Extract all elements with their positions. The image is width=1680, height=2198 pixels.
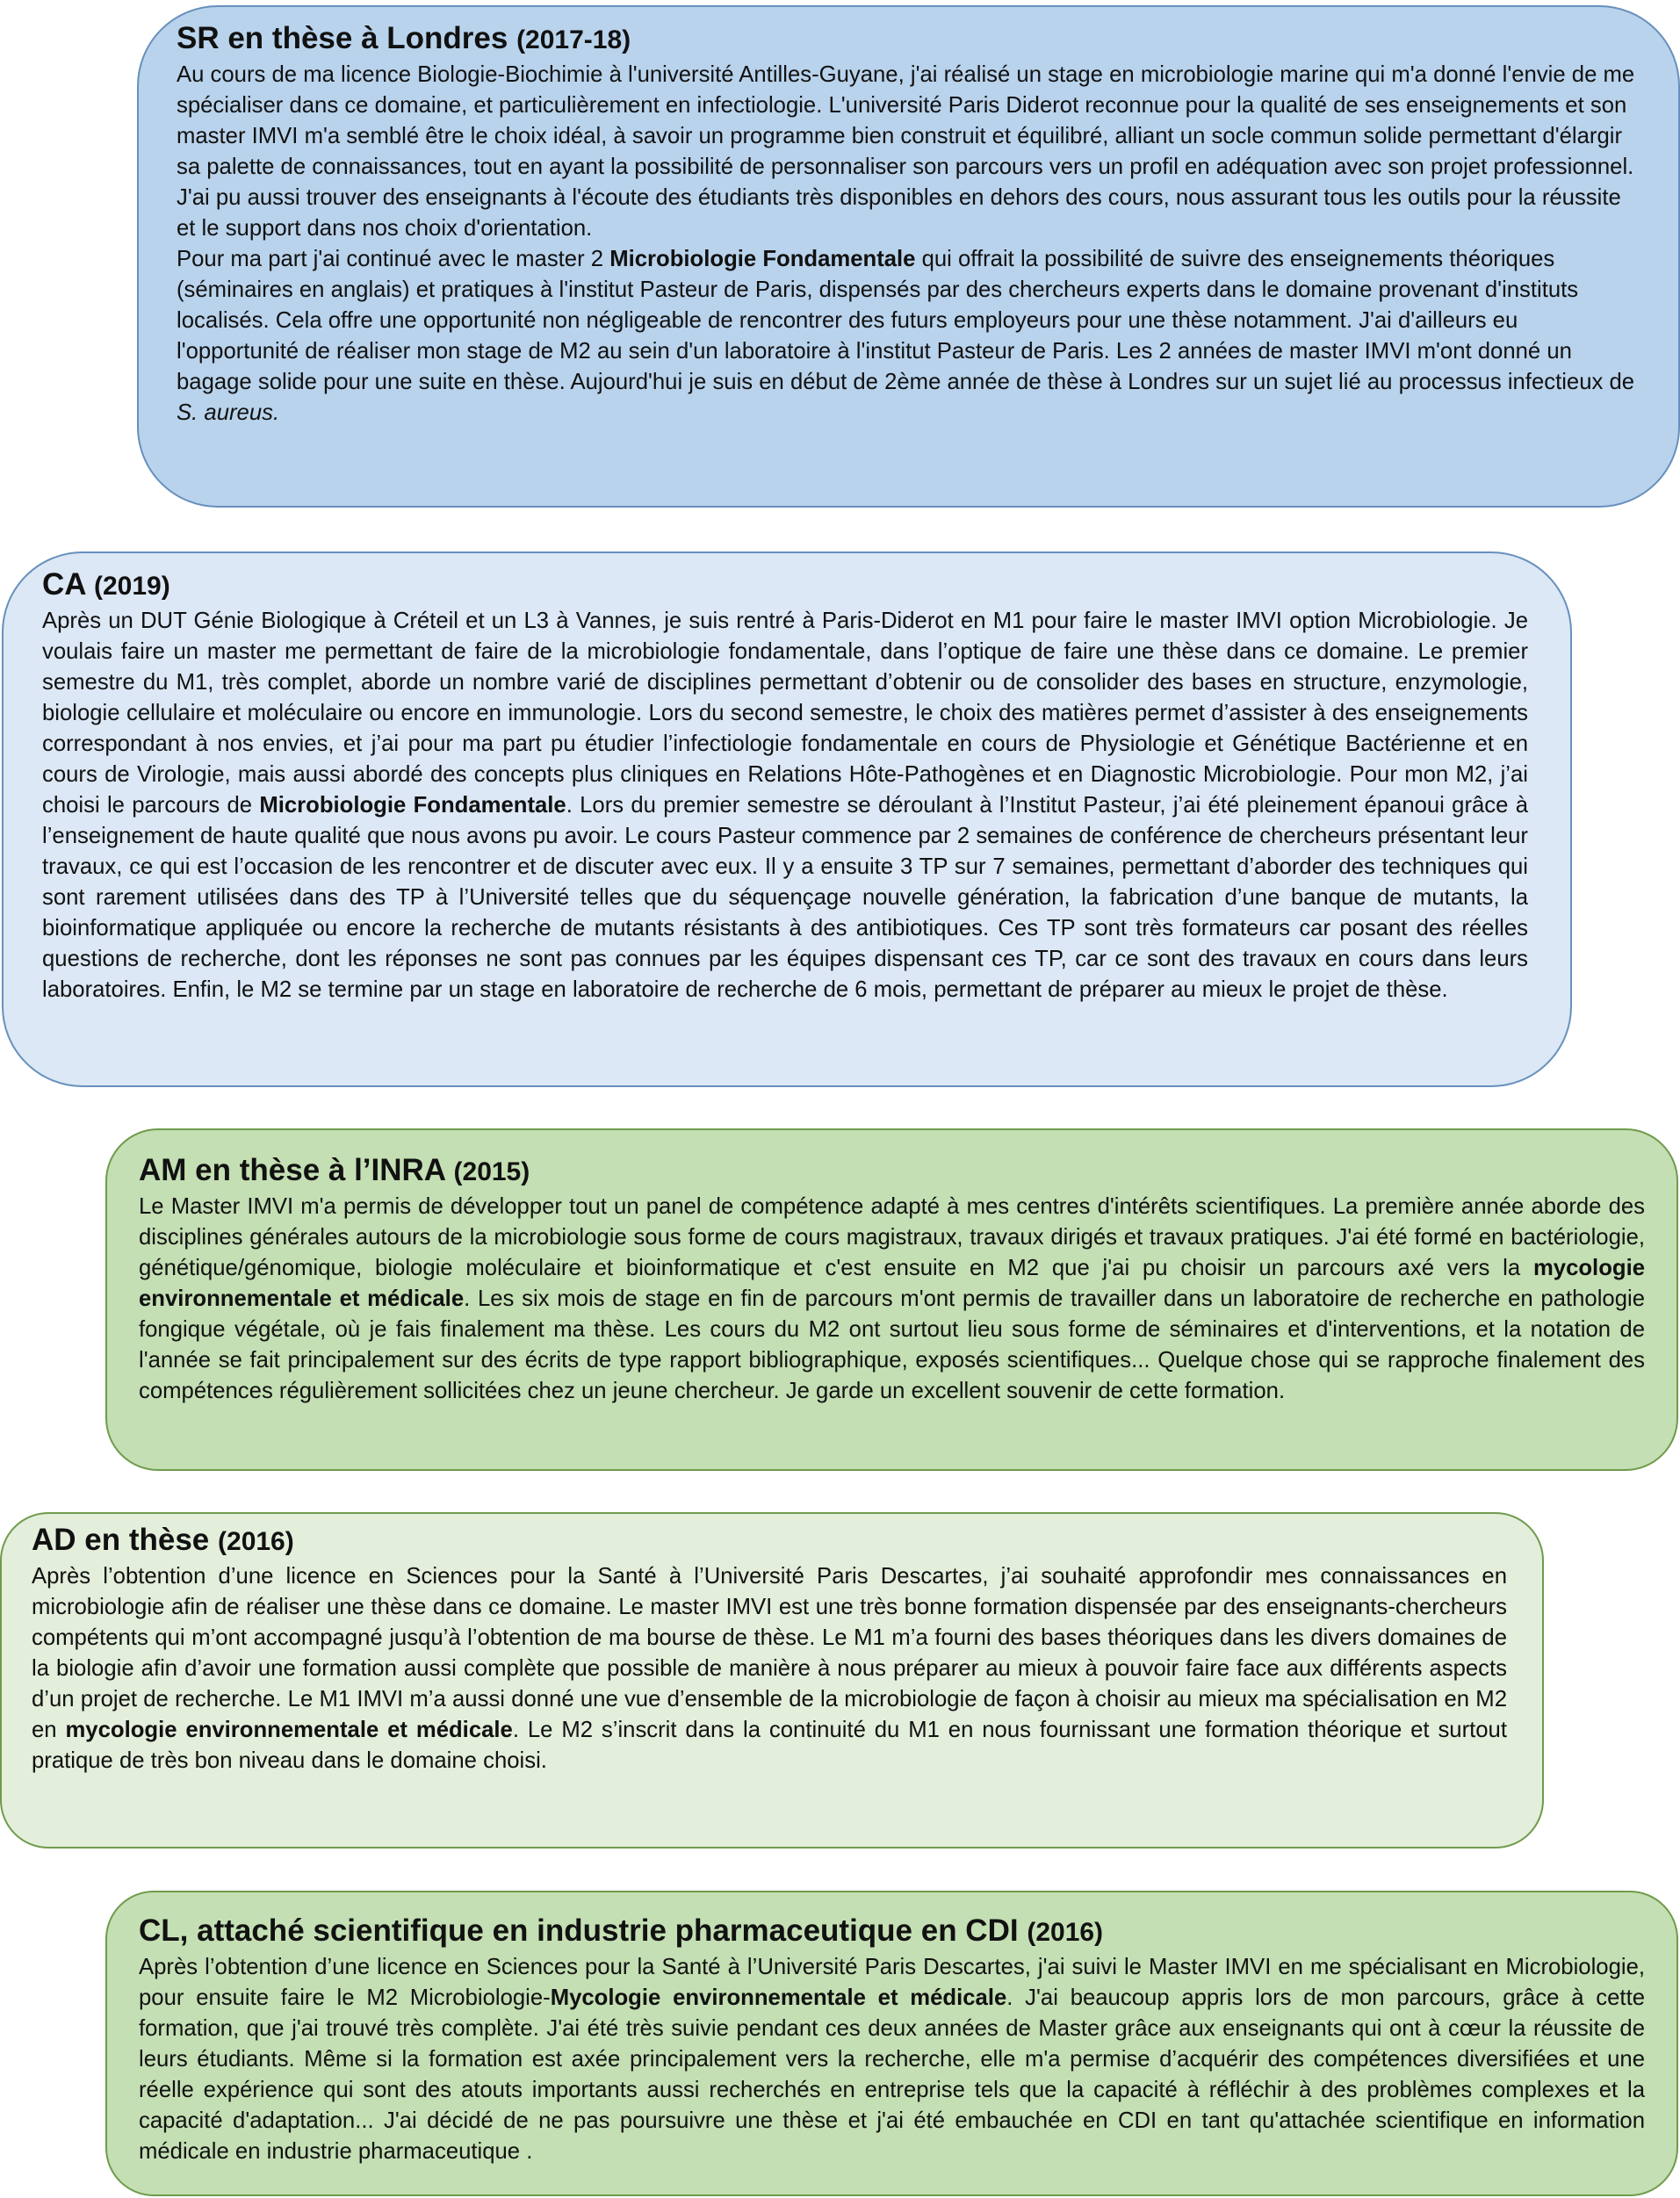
card-paragraph: Le Master IMVI m'a permis de développer tout un panel de compétence adapté à mes centres d'intérêts scientifiques. La première année aborde des disciplines générales autours de la microbiologie sous forme de cours magistraux, travaux dirigés et travaux pratiques. J'ai été formé en bactériologie, génétique/génomique, biologie moléculaire et bioinformatique et c'est ensuite en M2 que j'ai pu choisir un parcours axé vers la mycologie environnementale et médicale. Les six mois de stage en fin de parcours m'ont permis de travailler dans un laboratoire de recherche en pathologie fongique végétale, où je fais finalement ma thèse. Les cours du M2 ont surtout lieu sous forme de séminaires et d'interventions, et la notation de l'année se fait principalement sur des écrits de type rapport bibliographique, exposés scientifiques... Quelque chose qui se rapproche finalement des compétences régulièrement sollicitées chez un jeune chercheur. Je garde un excellent souvenir de cette formation.	[139, 1194, 1645, 1403]
emphasis-italic: S. aureus.	[177, 400, 280, 425]
emphasis-bold: Mycologie environnementale et médicale	[550, 1985, 1007, 2010]
card-paragraph: Au cours de ma licence Biologie-Biochimie à l'université Antilles-Guyane, j'ai réalisé un stage en microbiologie marine qui m'a donné l'envie de me spécialiser dans ce domaine, et particulièrement en infectiologie. L'université Paris Diderot reconnue pour la qualité de ses enseignements et son master IMVI m'a semblé être le choix idéal, à savoir un programme bien construit et équilibré, alliant un socle commun solide permettant d'élargir sa palette de connaissances, tout en ayant la possibilité de personnaliser son parcours vers un profil en adéquation avec son projet professionnel. J'ai pu aussi trouver des enseignants à l'écoute des étudiants très disponibles en dehors des cours, nous assurant tous les outils pour la réussite et le support dans nos choix d'orientation.	[177, 62, 1635, 241]
emphasis-bold: mycologie environnementale et médicale	[139, 1256, 1645, 1311]
card-author: AM en thèse à l’INRA	[139, 1153, 445, 1187]
card-body	[177, 60, 1640, 429]
card-title	[177, 19, 1640, 60]
testimonial-card-ca	[2, 551, 1572, 1087]
card-year: (2017-18)	[516, 25, 631, 54]
card-body	[32, 1561, 1507, 1776]
card-title	[139, 1912, 1645, 1952]
card-paragraph: Après un DUT Génie Biologique à Créteil et un L3 à Vannes, je suis rentré à Paris-Diderot en M1 pour faire le master IMVI option Microbiologie. Je voulais faire un master me permettant de faire de la microbiologie fondamentale, dans l’optique de faire une thèse dans ce domaine. Le premier semestre du M1, très complet, aborde un nombre varié de disciplines permettant d’obtenir ou de consolider des bases en structure, enzymologie, biologie cellulaire et moléculaire ou encore en immunologie. Lors du second semestre, le choix des matières permet d’assister à des enseignements correspondant à nos envies, et j’ai pour ma part pu étudier l’infectiologie fondamentale en cours de Physiologie et Génétique Bactérienne et en cours de Virologie, mais aussi abordé des concepts plus cliniques en Relations Hôte-Pathogènes et en Diagnostic Microbiologie. Pour mon M2, j’ai choisi le parcours de Microbiologie Fondamentale. Lors du premier semestre se déroulant à l’Institut Pasteur, j’ai été pleinement épanoui grâce à l’enseignement de haute qualité que nous avons pu avoir. Le cours Pasteur commence par 2 semaines de conférence de chercheurs présentant leur travaux, ce qui est l’occasion de les rencontrer et de discuter avec eux. Il y a ensuite 3 TP sur 7 semaines, permettant d’aborder des techniques qui sont rarement utilisées dans des TP à l’Université telles que du séquençage nouvelle génération, la fabrication d’une banque de mutants, la bioinformatique appliquée ou encore la recherche de mutants résistants à des antibiotiques. Ces TP sont très formateurs car posant des réelles questions de recherche, dont les réponses ne sont pas connues par les équipes dispensant ces TP, car ce sont des travaux en cours dans leurs laboratoires. Enfin, le M2 se termine par un stage en laboratoire de recherche de 6 mois, permettant de préparer au mieux le projet de thèse.	[42, 609, 1528, 1002]
testimonial-card-am	[105, 1128, 1678, 1471]
card-title	[32, 1521, 1507, 1561]
card-body	[139, 1952, 1645, 2167]
card-author: SR en thèse à Londres	[177, 21, 508, 55]
card-author: CA	[42, 567, 86, 602]
card-body	[42, 606, 1528, 1005]
card-author: CL, attaché scientifique en industrie pharmaceutique en CDI	[139, 1913, 1019, 1948]
testimonial-card-cl	[105, 1891, 1678, 2196]
card-body	[139, 1192, 1645, 1407]
card-year: (2019)	[94, 572, 170, 601]
emphasis-bold: Microbiologie Fondamentale	[609, 247, 916, 271]
card-year: (2015)	[453, 1157, 530, 1186]
emphasis-bold: Microbiologie Fondamentale	[259, 793, 566, 818]
testimonial-card-ad	[0, 1512, 1544, 1848]
card-title	[42, 566, 1528, 606]
card-paragraph: Après l’obtention d’une licence en Sciences pour la Santé à l’Université Paris Descartes, j’ai souhaité approfondir mes connaissances en microbiologie afin de réaliser une thèse dans ce domaine. Le master IMVI est une très bonne formation dispensée par des enseignants-chercheurs compétents qui m’ont accompagné jusqu’à l’obtention de ma bourse de thèse. Le M1 m’a fourni des bases théoriques dans les divers domaines de la biologie afin d’avoir une formation aussi complète que possible de manière à nous préparer au mieux à pouvoir faire face aux différents aspects d’un projet de recherche. Le M1 IMVI m’a aussi donné une vue d’ensemble de la microbiologie de façon à choisir au mieux ma spécialisation en M2 en mycologie environnementale et médicale. Le M2 s’inscrit dans la continuité du M1 en nous fournissant une formation théorique et surtout pratique de très bon niveau dans le domaine choisi.	[32, 1564, 1507, 1773]
card-year: (2016)	[1027, 1918, 1104, 1947]
card-paragraph: Après l’obtention d’une licence en Sciences pour la Santé à l’Université Paris Descartes, j'ai suivi le Master IMVI en me spécialisant en Microbiologie, pour ensuite faire le M2 Microbiologie-Mycologie environnementale et médicale. J'ai beaucoup appris lors de mon parcours, grâce à cette formation, que j'ai trouvé très complète. J'ai été très suivie pendant ces deux années de Master grâce aux enseignants qui ont à cœur la réussite de leurs étudiants. Même si la formation est axée principalement vers la recherche, elle m'a permise d’acquérir des compétences diversifiées et une réelle expérience qui sont des atouts importants aussi recherchés en entreprise tels que la capacité à réfléchir à des problèmes complexes et la capacité d'adaptation... J'ai décidé de ne pas poursuivre une thèse et j'ai été embauchée en CDI en tant qu'attachée scientifique en information médicale en industrie pharmaceutique .	[139, 1955, 1645, 2164]
card-year: (2016)	[218, 1527, 294, 1556]
emphasis-bold: mycologie environnementale et médicale	[65, 1718, 513, 1742]
card-paragraph: Pour ma part j'ai continué avec le master 2 Microbiologie Fondamentale qui offrait la possibilité de suivre des enseignements théoriques (séminaires en anglais) et pratiques à l'institut Pasteur de Paris, dispensés par des chercheurs experts dans le domaine provenant d'instituts localisés. Cela offre une opportunité non négligeable de rencontrer des futurs employeurs pour une thèse notamment. J'ai d'ailleurs eu l'opportunité de réaliser mon stage de M2 au sein d'un laboratoire à l'institut Pasteur de Paris. Les 2 années de master IMVI m'ont donné un bagage solide pour une suite en thèse. Aujourd'hui je suis en début de 2ème année de thèse à Londres sur un sujet lié au processus infectieux de S. aureus.	[177, 247, 1635, 425]
card-title	[139, 1151, 1645, 1192]
testimonial-card-sr	[137, 5, 1680, 508]
card-author: AD en thèse	[32, 1523, 210, 1557]
